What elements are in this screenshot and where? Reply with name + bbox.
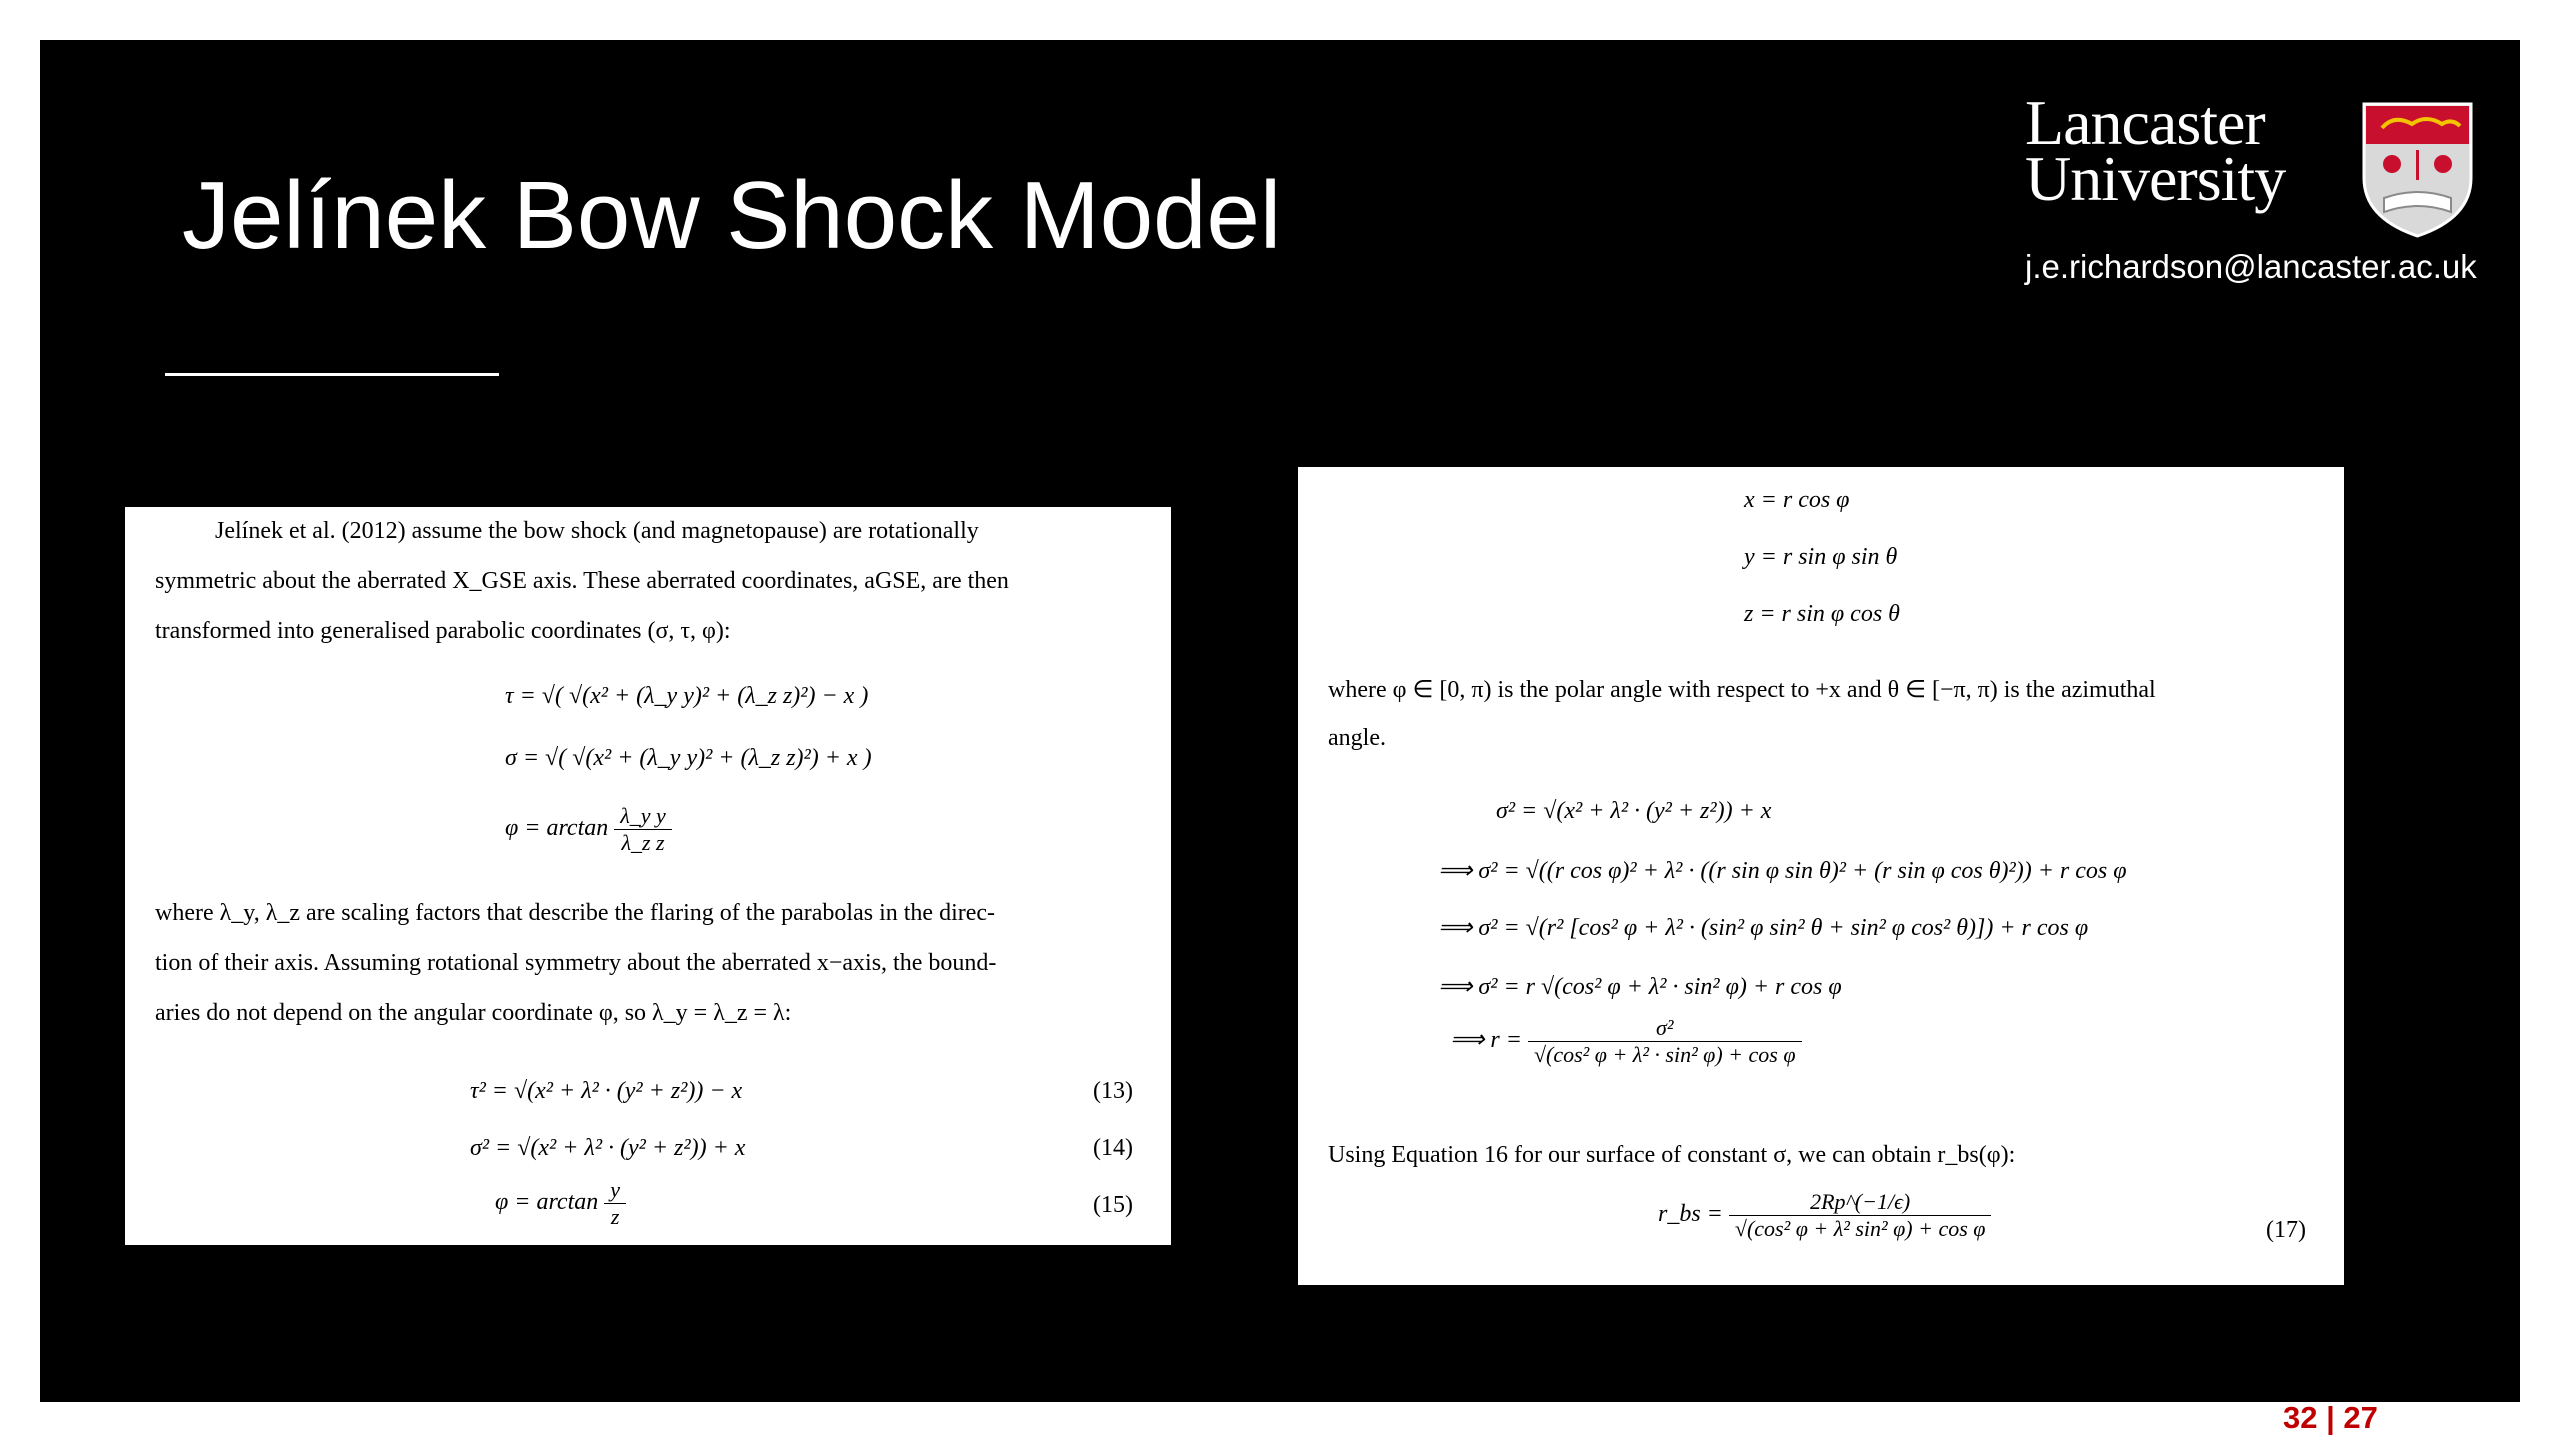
derivation-line-4: ⟹ σ² = r √(cos² φ + λ² · sin² φ) + r cos φ	[1438, 974, 1842, 1000]
equation-15	[495, 1177, 626, 1230]
left-para2-line1: where λ_y, λ_z are scaling factors that describe the flaring of the parabolas in the direc-	[155, 900, 996, 926]
right-para1-line1: where φ ∈ [0, π) is the polar angle with respect to +x and θ ∈ [−π, π) is the azimuthal	[1328, 677, 2156, 703]
equation-17-numerator: 2Rp^(−1/ϵ)	[1729, 1189, 1992, 1216]
equation-y: y = r sin φ sin θ	[1744, 544, 1898, 570]
right-excerpt-panel	[1298, 467, 2344, 1285]
title-underline	[165, 373, 499, 376]
derivation-line-3: ⟹ σ² = √(r² [cos² φ + λ² · (sin² φ sin² θ + sin² φ cos² θ)]) + r cos φ	[1438, 915, 2089, 941]
left-para2-line2: tion of their axis. Assuming rotational symmetry about the aberrated x−axis, the bound-	[155, 950, 997, 976]
derivation-line-5	[1450, 1015, 1802, 1068]
equation-phi-fraction	[614, 803, 672, 856]
equation-phi-numerator: λ_y y	[614, 803, 672, 830]
left-para1-line2: symmetric about the aberrated X_GSE axis. These aberrated coordinates, aGSE, are then	[155, 568, 1009, 594]
derivation-line-1: σ² = √(x² + λ² · (y² + z²)) + x	[1496, 798, 1772, 824]
equation-15-lhs: φ = arctan	[495, 1189, 599, 1216]
equation-17-lhs: r_bs =	[1658, 1201, 1723, 1228]
equation-z: z = r sin φ cos θ	[1744, 601, 1900, 627]
equation-14: σ² = √(x² + λ² · (y² + z²)) + x	[470, 1135, 746, 1161]
page-number: 32 | 27	[2283, 1400, 2378, 1435]
derivation-line-5-fraction	[1528, 1015, 1802, 1068]
equation-17-denominator: √(cos² φ + λ² sin² φ) + cos φ	[1734, 1216, 1986, 1241]
logo-line-1: Lancaster	[2025, 87, 2265, 158]
equation-sigma: σ = √( √(x² + (λ_y y)² + (λ_z z)²) + x )	[505, 745, 872, 771]
equation-15-numerator: y	[604, 1177, 626, 1204]
left-para2-line3: aries do not depend on the angular coordinate φ, so λ_y = λ_z = λ:	[155, 1000, 792, 1026]
equation-tau: τ = √( √(x² + (λ_y y)² + (λ_z z)²) − x )	[505, 683, 869, 709]
university-crest-icon	[2360, 100, 2475, 240]
logo-line-2: University	[2025, 143, 2286, 214]
derivation-line-5-lhs: ⟹ r =	[1450, 1027, 1522, 1054]
equation-x: x = r cos φ	[1744, 487, 1850, 513]
left-excerpt-panel	[125, 507, 1171, 1245]
derivation-line-2: ⟹ σ² = √((r cos φ)² + λ² · ((r sin φ sin θ)² + (r sin φ cos θ)²)) + r cos φ	[1438, 858, 2127, 884]
equation-14-number: (14)	[1093, 1135, 1133, 1161]
derivation-line-5-denominator: √(cos² φ + λ² · sin² φ) + cos φ	[1533, 1042, 1796, 1067]
equation-17-number: (17)	[2266, 1217, 2306, 1243]
left-para1-line1: Jelínek et al. (2012) assume the bow shock (and magnetopause) are rotationally	[215, 518, 979, 544]
equation-15-number: (15)	[1093, 1192, 1133, 1218]
equation-17-fraction	[1729, 1189, 1992, 1242]
right-para2: Using Equation 16 for our surface of constant σ, we can obtain r_bs(φ):	[1328, 1142, 2016, 1168]
contact-email: j.e.richardson@lancaster.ac.uk	[2025, 248, 2477, 285]
equation-15-denominator: z	[610, 1204, 620, 1229]
equation-phi	[505, 803, 672, 856]
equation-13-number: (13)	[1093, 1078, 1133, 1104]
university-logo-text	[2025, 87, 2286, 214]
right-para1-line2: angle.	[1328, 725, 1386, 751]
equation-13: τ² = √(x² + λ² · (y² + z²)) − x	[470, 1078, 743, 1104]
equation-phi-lhs: φ = arctan	[505, 815, 609, 842]
left-para1-line3: transformed into generalised parabolic coordinates (σ, τ, φ):	[155, 618, 731, 644]
derivation-line-5-numerator: σ²	[1528, 1015, 1802, 1042]
equation-phi-denominator: λ_z z	[621, 830, 665, 855]
equation-15-fraction	[604, 1177, 626, 1230]
slide-title: Jelínek Bow Shock Model	[182, 162, 1282, 269]
equation-17	[1658, 1189, 1991, 1242]
